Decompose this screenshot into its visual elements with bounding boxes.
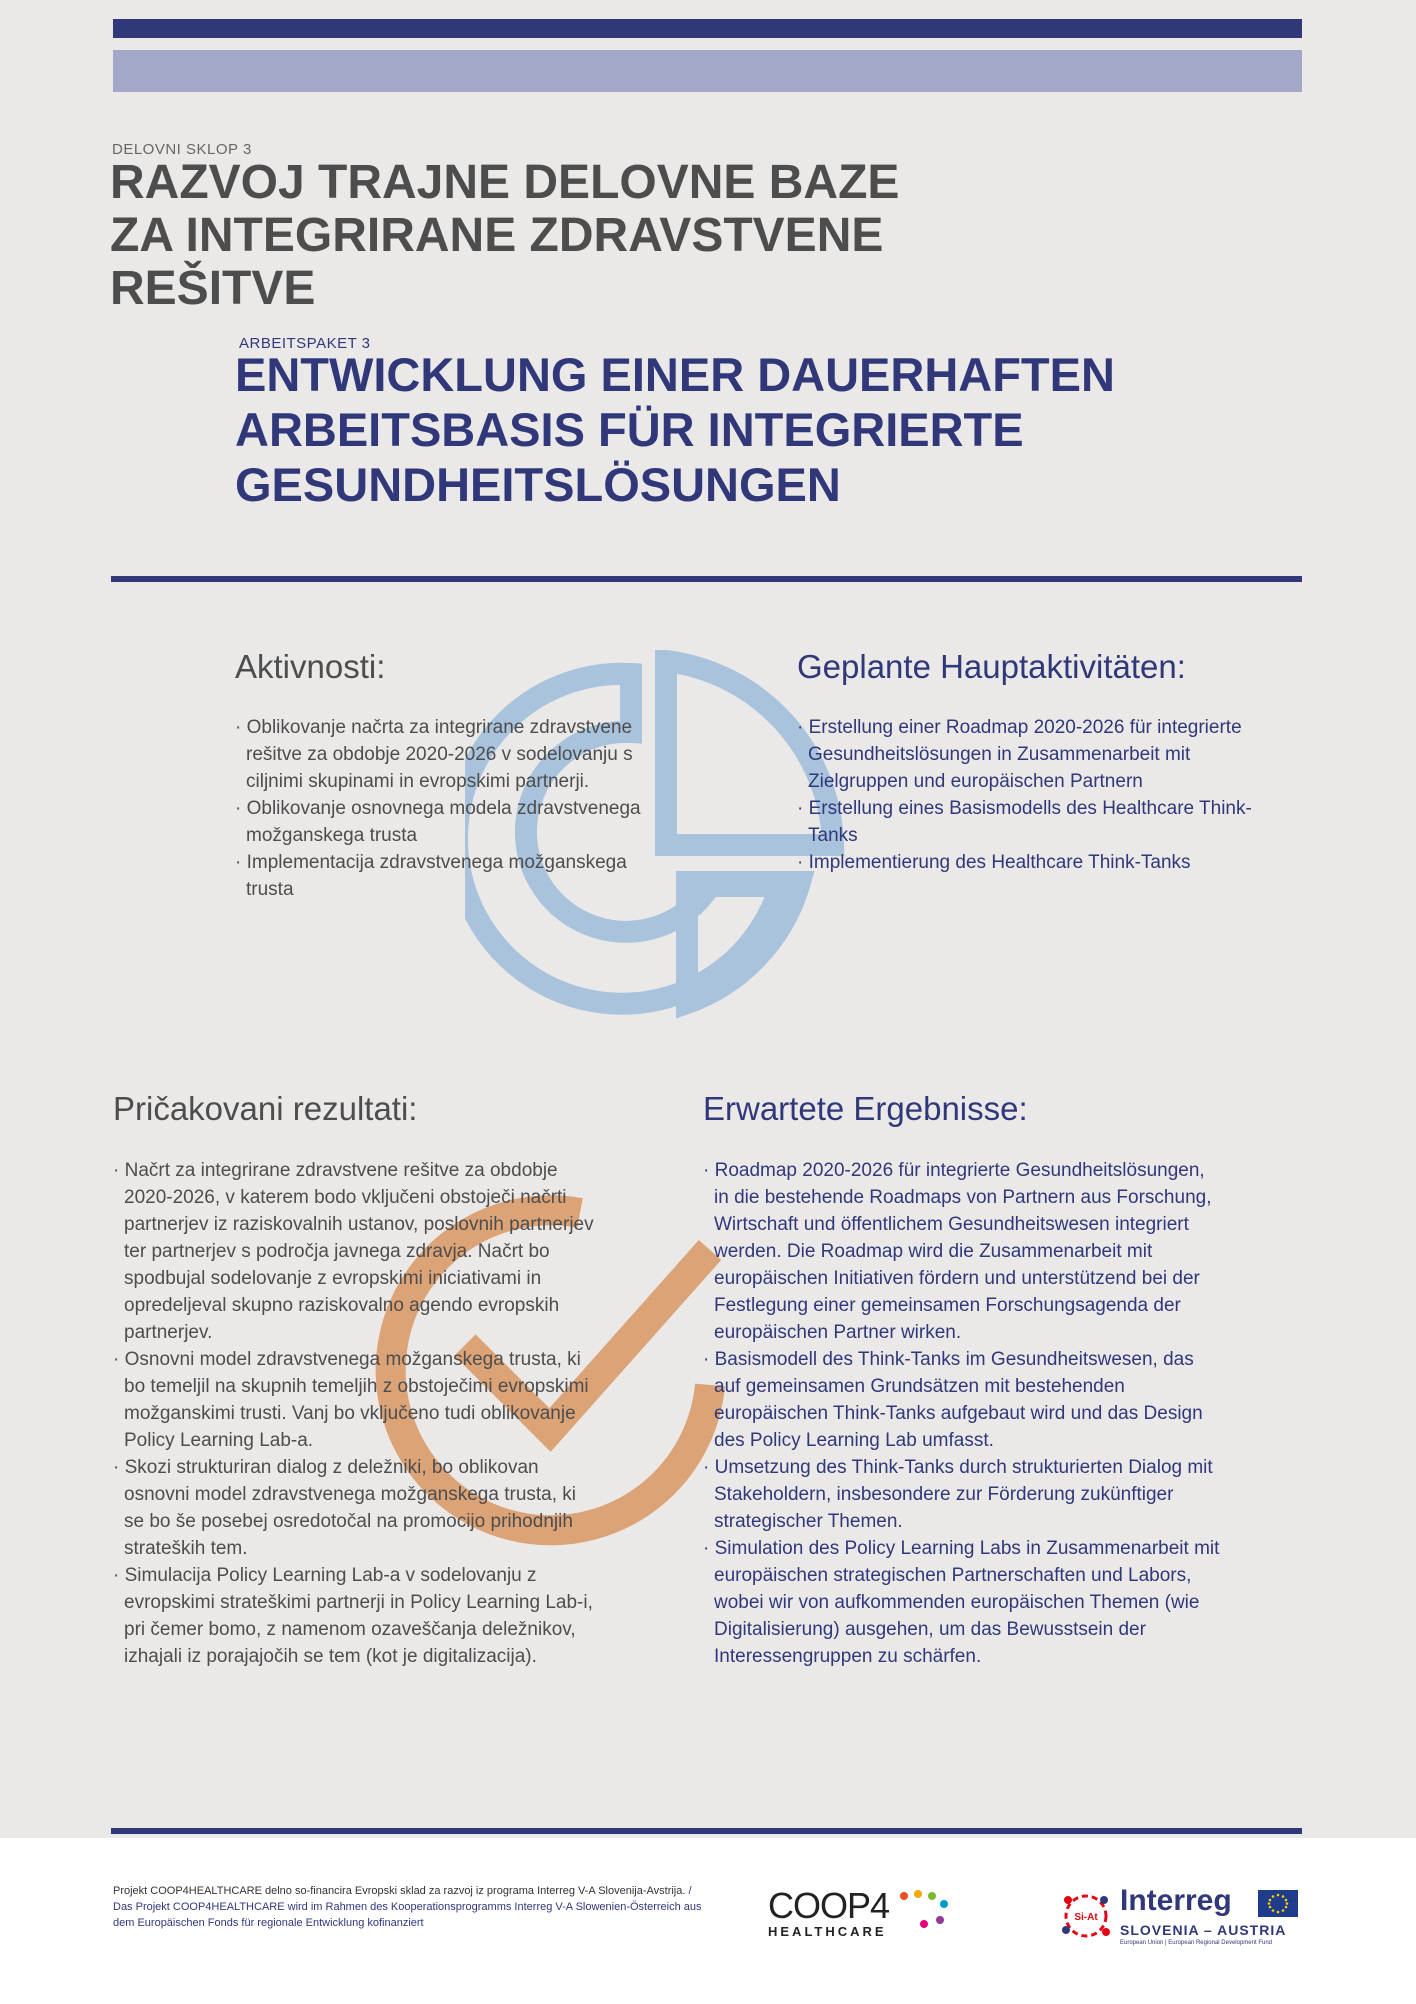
list-item: · Implementierung des Healthcare Think-Tanks: [797, 849, 1267, 876]
subtitle-sl: DELOVNI SKLOP 3: [112, 141, 252, 158]
logo-interreg-sub2: European Union | European Regional Development Fund: [1120, 1940, 1272, 1946]
list-item: · Erstellung eines Basismodells des Healthcare Think-Tanks: [797, 795, 1267, 849]
footer-text: [113, 1883, 713, 1931]
logo-siat-text: Si-At: [1074, 1912, 1098, 1923]
list-item: · Skozi strukturiran dialog z deležniki, bo oblikovan osnovni model zdravstvenega možganskega trusta, ki se bo še posebej osredotočal na promocijo prihodnjih strateških tem.: [113, 1454, 598, 1562]
list-item: · Načrt za integrirane zdravstvene rešitve za obdobje 2020-2026, v katerem bodo vključeni obstoječi načrti partnerjev iz raziskovalnih ustanov, poslovnih partnerjev ter partnerjev s področja javnega zdravja. Načrt bo spodbujal sodelovanje z evropskimi iniciativami in opredeljeval skupno raziskovalno agendo evropskih partnerjev.: [113, 1157, 598, 1346]
list-item: · Erstellung einer Roadmap 2020-2026 für integrierte Gesundheitslösungen in Zusammenarbeit mit Zielgruppen und europäischen Partnern: [797, 714, 1267, 795]
list-item: · Oblikovanje osnovnega modela zdravstvenega možganskega trusta: [235, 795, 645, 849]
top-bar-light: [113, 50, 1302, 92]
page-title-sl: RAZVOJ TRAJNE DELOVNE BAZE ZA INTEGRIRANE ZDRAVSTVENE REŠITVE: [110, 156, 900, 315]
footer-text-sl: Projekt COOP4HEALTHCARE delno so-financira Evropski sklad za razvoj iz programa Interreg V-A Slovenija-Avstrija.: [113, 1885, 686, 1897]
activities-heading-sl: Aktivnosti:: [235, 648, 386, 685]
list-item: · Umsetzung des Think-Tanks durch strukturierten Dialog mit Stakeholdern, insbesondere zur Förderung zukünftiger strategischer Themen.: [703, 1454, 1223, 1535]
list-item: · Roadmap 2020-2026 für integrierte Gesundheitslösungen, in die bestehende Roadmaps von Partnern aus Forschung, Wirtschaft und öffentlichem Gesundheitswesen integriert werden. Die Roadmap wird die Zusammenarbeit mit europäischen Initiativen fördern und unterstützend bei der Festlegung einer gemeinsamen Forschungsagenda der europäischen Partner wirken.: [703, 1157, 1223, 1346]
list-item: · Osnovni model zdravstvenega možganskega trusta, ki bo temeljil na skupnih temeljih z obstoječimi evropskimi možganskimi trusti. Vanj bo vključeno tudi oblikovanje Policy Learning Lab-a.: [113, 1346, 598, 1454]
activities-list-sl: [235, 714, 645, 903]
coop4healthcare-logo: [768, 1885, 958, 1948]
logo-interreg-word: Interreg: [1120, 1884, 1232, 1917]
logo-coop-line1: COOP4: [768, 1885, 890, 1926]
subtitle-de: ARBEITSPAKET 3: [239, 335, 371, 352]
top-bar-dark: [113, 19, 1302, 38]
divider-top: [111, 576, 1302, 582]
results-list-de: [703, 1157, 1223, 1670]
page-title-de: ENTWICKLUNG EINER DAUERHAFTEN ARBEITSBASIS FÜR INTEGRIERTE GESUNDHEITSLÖSUNGEN: [235, 348, 1115, 511]
list-item: · Simulation des Policy Learning Labs in Zusammenarbeit mit europäischen strategischen Partnerschaften und Labors, wobei wir von aufkommenden europäischen Themen (wie Digitalisierung) ausgehen, um das Bewusstsein der Interessengruppen zu schärfen.: [703, 1535, 1223, 1670]
results-list-sl: [113, 1157, 598, 1670]
people-icon: [896, 1890, 952, 1930]
results-heading-de: Erwartete Ergebnisse:: [703, 1090, 1028, 1127]
activities-heading-de: Geplante Hauptaktivitäten:: [797, 648, 1186, 685]
list-item: · Implementacija zdravstvenega možganskega trusta: [235, 849, 645, 903]
logo-interreg-sub: SLOVENIA – AUSTRIA: [1120, 1922, 1287, 1938]
interreg-logo: [1056, 1884, 1306, 1948]
activities-list-de: [797, 714, 1267, 876]
list-item: · Oblikovanje načrta za integrirane zdravstvene rešitve za obdobje 2020-2026 v sodelovanju s ciljnimi skupinami in evropskimi partnerji.: [235, 714, 645, 795]
divider-bottom: [111, 1828, 1302, 1834]
results-heading-sl: Pričakovani rezultati:: [113, 1090, 418, 1127]
list-item: · Basismodell des Think-Tanks im Gesundheitswesen, das auf gemeinsamen Grundsätzen mit bestehenden europäischen Think-Tanks aufgebaut wird und das Design des Policy Learning Lab umfasst.: [703, 1346, 1223, 1454]
list-item: · Simulacija Policy Learning Lab-a v sodelovanju z evropskimi strateškimi partnerji in Policy Learning Lab-i, pri čemer bomo, z namenom ozaveščanja deležnikov, izhajali iz porajajočih se tem (kot je digitalizacija).: [113, 1562, 598, 1670]
logo-coop-line2: HEALTHCARE: [768, 1924, 887, 1939]
siat-icon: [1056, 1890, 1116, 1942]
eu-flag-icon: [1258, 1890, 1298, 1917]
footer-text-de: / Das Projekt COOP4HEALTHCARE wird im Rahmen des Kooperationsprogramms Interreg V-A Slowenien-Österreich aus dem Europäischen Fonds für regionale Entwicklung kofinanziert: [113, 1885, 702, 1929]
